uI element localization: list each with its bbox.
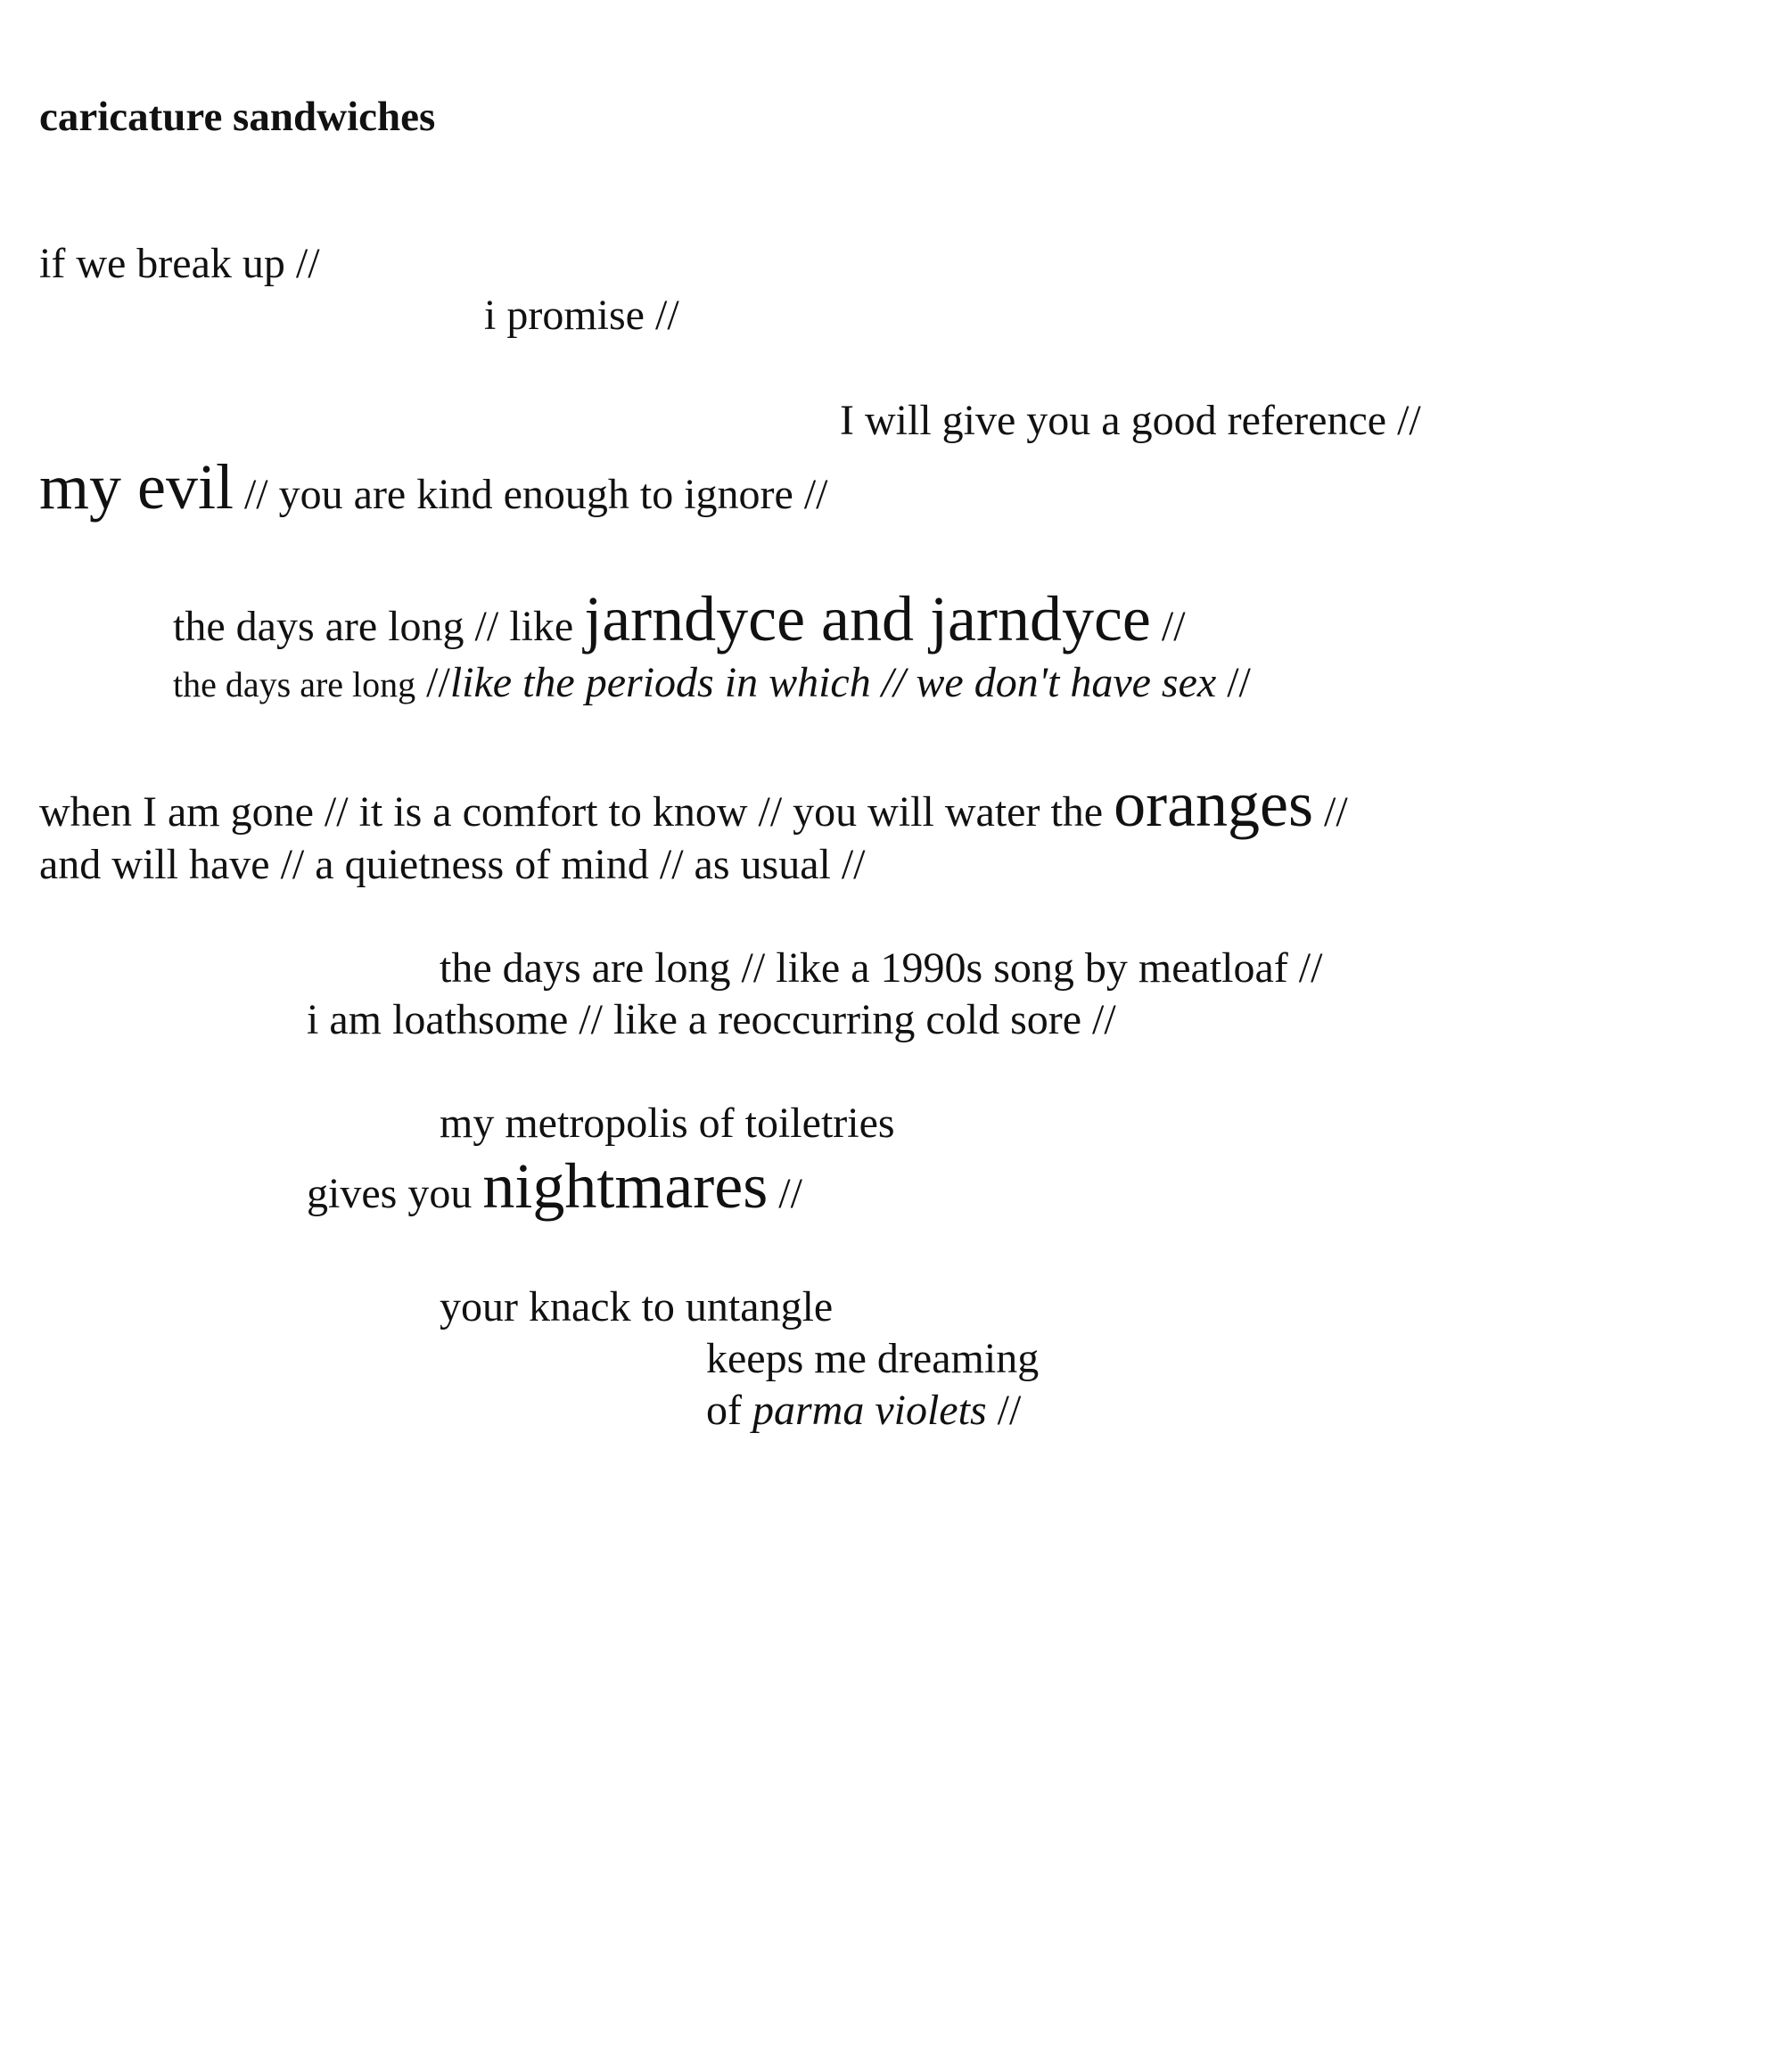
poem-line [173,659,1251,706]
poem-line [173,583,1186,655]
line-text: when I am gone // it is a comfort to know // you will water the [39,788,1104,836]
poem-line: i promise // [484,292,679,339]
poem-line: if we break up // [39,240,320,287]
line-text: of [706,1387,742,1434]
poem-line [39,451,828,523]
line-text: the days are long [173,664,416,704]
line-text: gives you [307,1170,473,1217]
poem-line: and will have // a quietness of mind // as usual // [39,841,866,888]
line-text: // [1227,659,1251,706]
poem-line [706,1389,1021,1432]
emphasis-text: my evil [39,451,234,523]
italic-text: like the periods in which // we don't have sex [449,659,1217,706]
poem-line: I will give you a good reference // [840,397,1421,444]
emphasis-text: jarndyce and jarndyce [584,583,1151,655]
poem-line: i am loathsome // like a reoccurring cold sore // [307,996,1116,1043]
poem-line: the days are long // like a 1990s song by meatloaf // [440,944,1323,992]
poem-line: keeps me dreaming [706,1335,1040,1382]
poem-line [307,1150,802,1222]
line-text: // [778,1170,802,1217]
line-text: the days are long // like [173,603,574,650]
poem-line [39,769,1348,840]
line-text: // [1161,603,1186,650]
emphasis-text: nightmares [482,1150,769,1222]
line-text: // [426,659,450,706]
emphasis-text: oranges [1114,769,1314,840]
line-text: // you are kind enough to ignore // [243,471,828,518]
line-text: // [1324,788,1348,836]
poem-line: your knack to untangle [440,1283,834,1330]
poem-title: caricature sandwiches [39,94,436,140]
line-text: // [997,1387,1022,1434]
poem-line: my metropolis of toiletries [440,1100,895,1147]
italic-text: parma violets [752,1387,987,1434]
